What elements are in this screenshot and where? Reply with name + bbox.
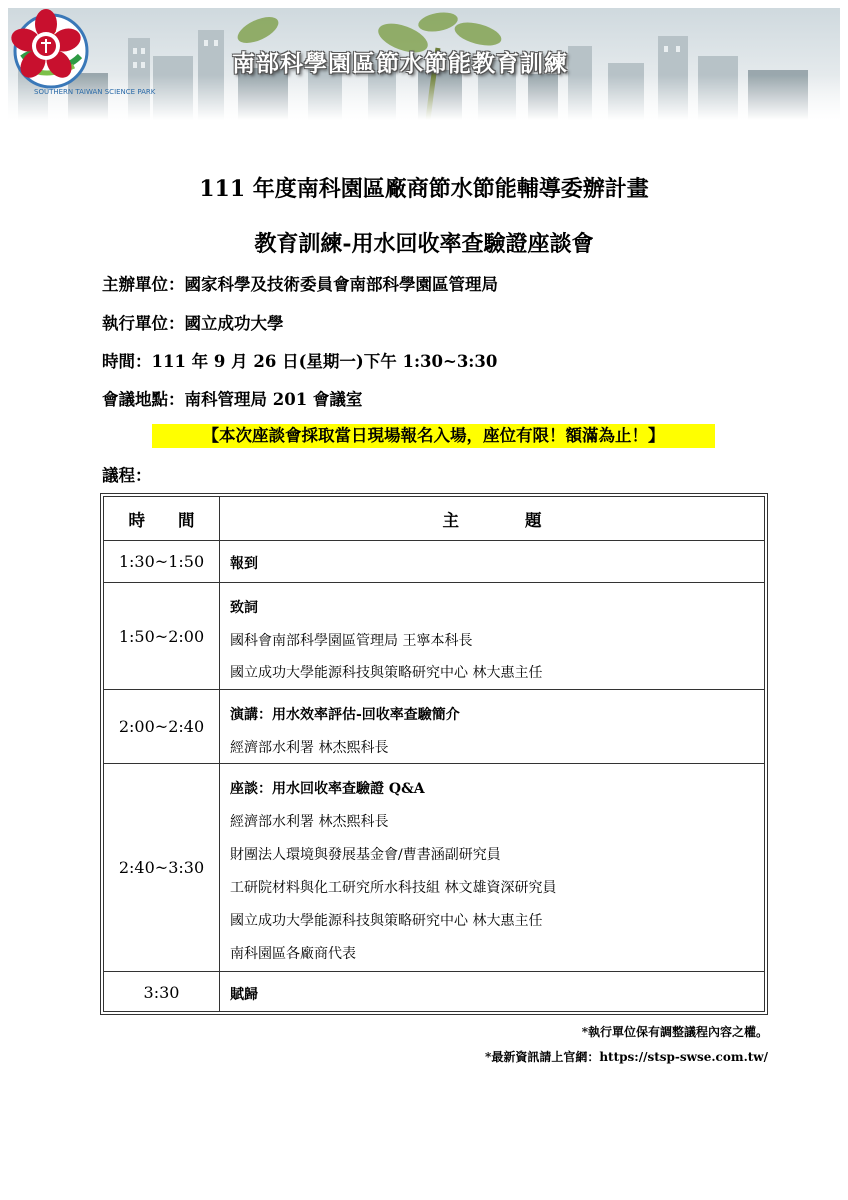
topic-line: 國科會南部科學園區管理局 王寧本科長 xyxy=(230,633,473,649)
row-topic xyxy=(220,690,764,763)
venue-line: 會議地點：南科管理局 201 會議室 xyxy=(102,390,363,409)
table-row xyxy=(104,541,764,583)
agenda-label: 議程： xyxy=(102,466,152,485)
registration-notice: 【本次座談會採取當日現場報名入場，座位有限！額滿為止！】 xyxy=(152,424,715,448)
topic-line: 座談：用水回收率查驗證 Q&A xyxy=(230,781,425,797)
table-row xyxy=(104,583,764,690)
topic-line: 演講：用水效率評估-回收率查驗簡介 xyxy=(230,707,460,723)
topic-line: 財團法人環境與發展基金會/曹書涵副研究員 xyxy=(230,847,501,863)
main-title: 111 年度南科園區廠商節水節能輔導委辦計畫 xyxy=(199,176,649,202)
banner-title: 南部科學園區節水節能教育訓練 xyxy=(232,51,568,77)
park-logo-caption: SOUTHERN TAIWAN SCIENCE PARK xyxy=(34,88,156,96)
table-row xyxy=(104,764,764,972)
row-topic xyxy=(220,541,764,582)
executor-line: 執行單位：國立成功大學 xyxy=(102,314,284,333)
topic-line: 賦歸 xyxy=(230,987,258,1003)
topic-line: 經濟部水利署 林杰熙科長 xyxy=(230,740,389,756)
row-topic xyxy=(220,972,764,1012)
ncku-emblem-logo-icon xyxy=(8,8,84,84)
agenda-table xyxy=(100,493,768,1015)
row-topic xyxy=(220,583,764,689)
topic-line: 國立成功大學能源科技與策略研究中心 林大惠主任 xyxy=(230,665,543,681)
table-row xyxy=(104,690,764,764)
header-banner xyxy=(8,8,840,120)
table-row xyxy=(104,972,764,1012)
row-time: 1:30~1:50 xyxy=(104,541,220,582)
row-time: 2:00~2:40 xyxy=(104,690,220,763)
sub-title: 教育訓練-用水回收率查驗證座談會 xyxy=(254,231,594,257)
topic-line: 國立成功大學能源科技與策略研究中心 林大惠主任 xyxy=(230,913,543,929)
header-time: 時 間 xyxy=(104,497,220,540)
topic-line: 報到 xyxy=(230,556,258,572)
table-header-row xyxy=(104,497,764,541)
footnote-rights: *執行單位保有調整議程內容之權。 xyxy=(581,1025,768,1039)
topic-line: 經濟部水利署 林杰熙科長 xyxy=(230,814,389,830)
row-topic xyxy=(220,764,764,971)
footnote-website[interactable]: *最新資訊請上官網：https://stsp-swse.com.tw/ xyxy=(485,1050,768,1064)
row-time: 1:50~2:00 xyxy=(104,583,220,689)
header-topic: 主 題 xyxy=(442,510,542,530)
organizer-line: 主辦單位：國家科學及技術委員會南部科學園區管理局 xyxy=(102,275,498,294)
topic-line: 工研院材料與化工研究所水科技組 林文雄資深研究員 xyxy=(230,880,557,896)
time-line: 時間：111 年 9 月 26 日(星期一)下午 1:30~3:30 xyxy=(102,352,498,371)
topic-line: 南科園區各廠商代表 xyxy=(230,946,356,962)
topic-line: 致詞 xyxy=(230,600,258,616)
row-time: 3:30 xyxy=(104,972,220,1012)
row-time: 2:40~3:30 xyxy=(104,764,220,971)
